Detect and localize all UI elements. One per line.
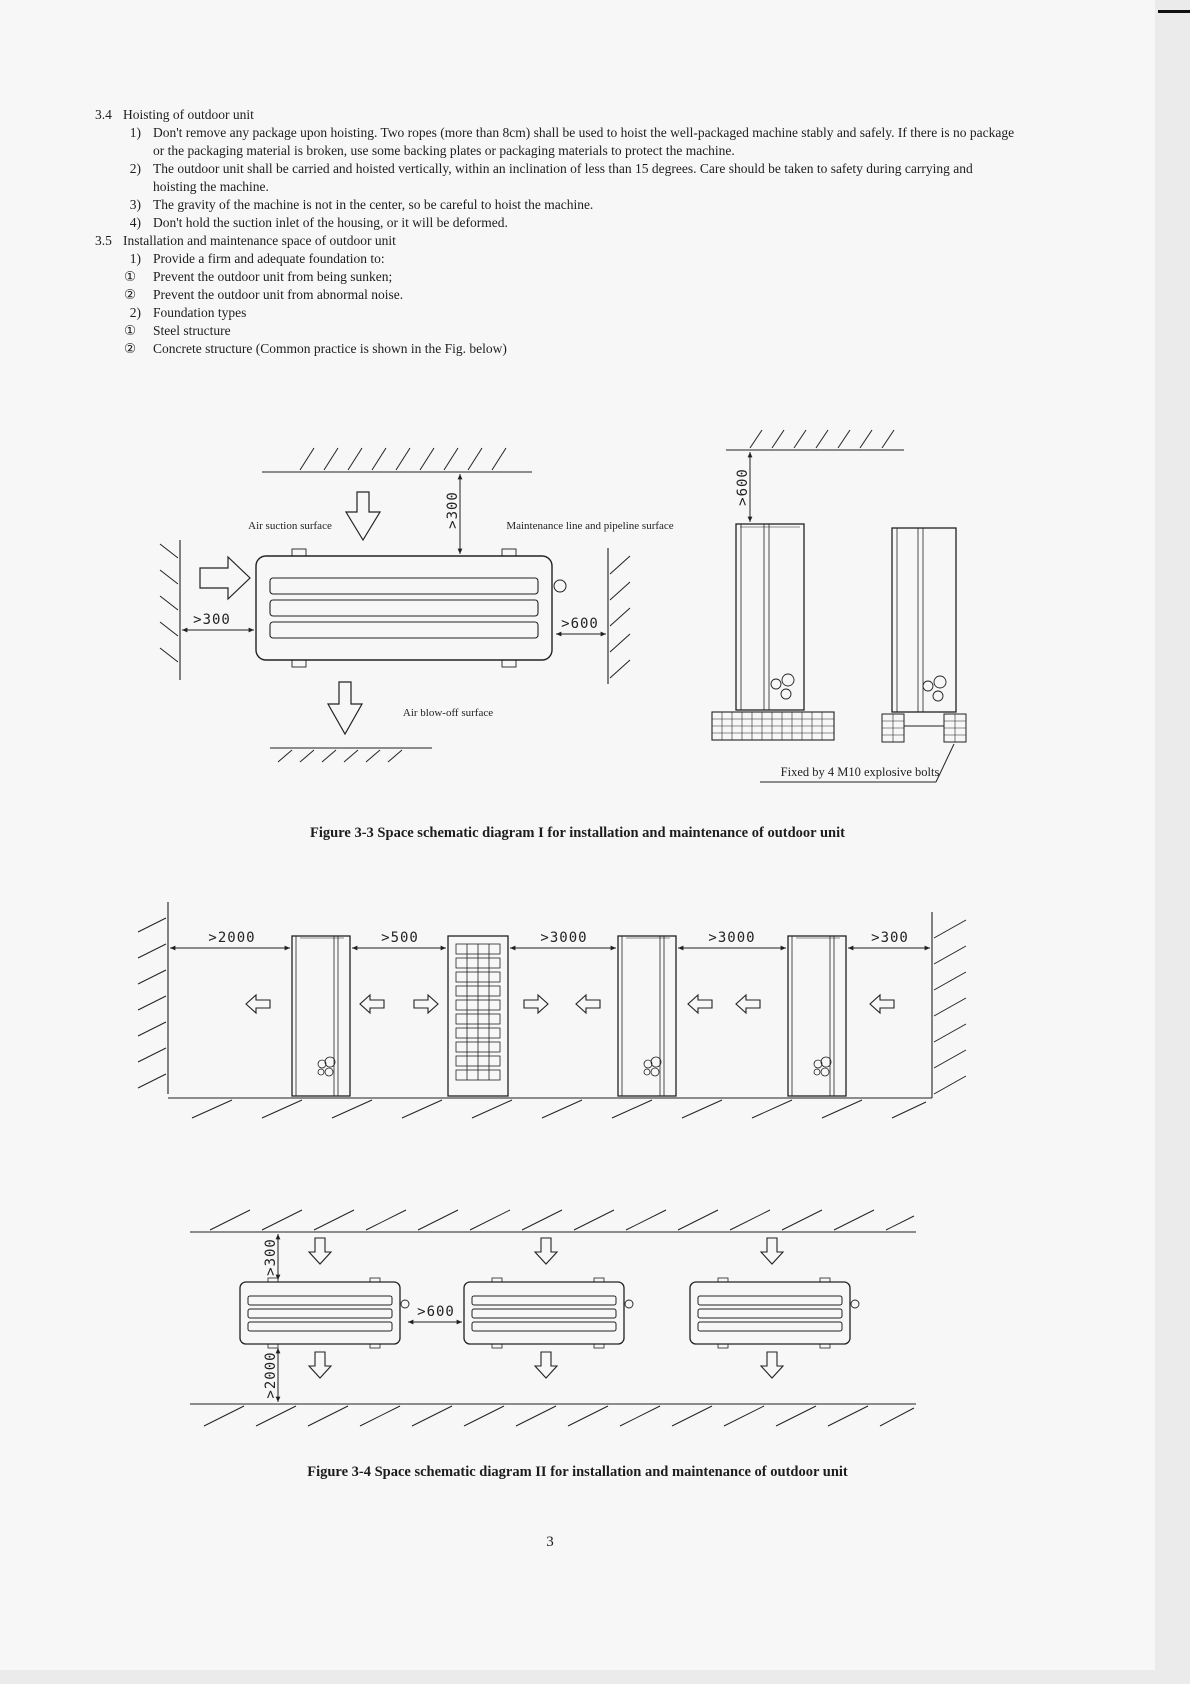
list-item: 3) The gravity of the machine is not in the center, so be careful to hoist the machine.	[129, 197, 594, 212]
unit-front-grille	[448, 936, 508, 1096]
dim-3000-a: >3000	[540, 930, 588, 946]
section-heading: 3.5 Installation and maintenance space of outdoor unit	[95, 233, 396, 248]
label-air-suction: Air suction surface	[248, 520, 332, 532]
dim-top-300: >300	[445, 491, 461, 529]
dim-overhead-600: >600	[735, 468, 751, 506]
suction-side-arrow	[200, 557, 250, 599]
dim-500: >500	[381, 930, 419, 946]
dim-300: >300	[871, 930, 909, 946]
list-item: ① Steel structure	[123, 323, 231, 338]
figure-3-3-plan-view	[160, 448, 674, 762]
section-heading: 3.4 Hoisting of outdoor unit	[95, 107, 254, 122]
list-item: ① Prevent the outdoor unit from being sunken;	[123, 269, 393, 284]
figure-3-4-elevation-row	[138, 902, 966, 1118]
figure-3-3-elevation-view	[712, 430, 966, 782]
label-air-blow-off: Air blow-off surface	[402, 707, 494, 719]
label-maintenance: Maintenance line and pipeline surface	[506, 520, 674, 532]
label-fixed-bolts: Fixed by 4 M10 explosive bolts	[780, 765, 940, 779]
dim-left-300: >300	[193, 612, 231, 628]
dim-3000-b: >3000	[708, 930, 756, 946]
blow-off-arrow	[328, 682, 362, 734]
list-item: 2) Foundation types	[129, 305, 247, 320]
dim-plan-between-600: >600	[417, 1304, 455, 1320]
list-item: ② Prevent the outdoor unit from abnormal noise.	[123, 287, 404, 302]
dim-right-600: >600	[561, 616, 599, 632]
figure-3-4-caption: Figure 3-4 Space schematic diagram II for installation and maintenance of outdoor unit	[307, 1464, 848, 1480]
suction-arrow	[346, 492, 380, 540]
figure-3-3-caption: Figure 3-3 Space schematic diagram I for installation and maintenance of outdoor unit	[310, 825, 845, 841]
list-item: 1) Provide a firm and adequate foundation to:	[129, 251, 385, 266]
dim-plan-top-300: >300	[263, 1238, 279, 1276]
dim-plan-bottom-2000: >2000	[263, 1351, 279, 1399]
page-number: 3	[546, 1534, 554, 1550]
list-item: ② Concrete structure (Common practice is shown in the Fig. below)	[123, 341, 507, 356]
list-item: 4) Don't hold the suction inlet of the housing, or it will be deformed.	[129, 215, 508, 230]
list-item: 1) Don't remove any package upon hoisting. Two ropes (more than 8cm) shall be used to hoist the well-packaged machine stably and safely. If there is no package or the packaging material is broken, use some backing plates or packaging materials to protect the machine.	[129, 125, 1015, 158]
edge-mark	[1158, 10, 1190, 13]
dim-2000: >2000	[208, 930, 256, 946]
figure-3-4-plan-row	[190, 1210, 916, 1426]
list-item: 2) The outdoor unit shall be carried and hoisted vertically, within an inclination of less than 15 degrees. Care should be taken to safety during carrying and hoisting the machine.	[129, 161, 973, 194]
